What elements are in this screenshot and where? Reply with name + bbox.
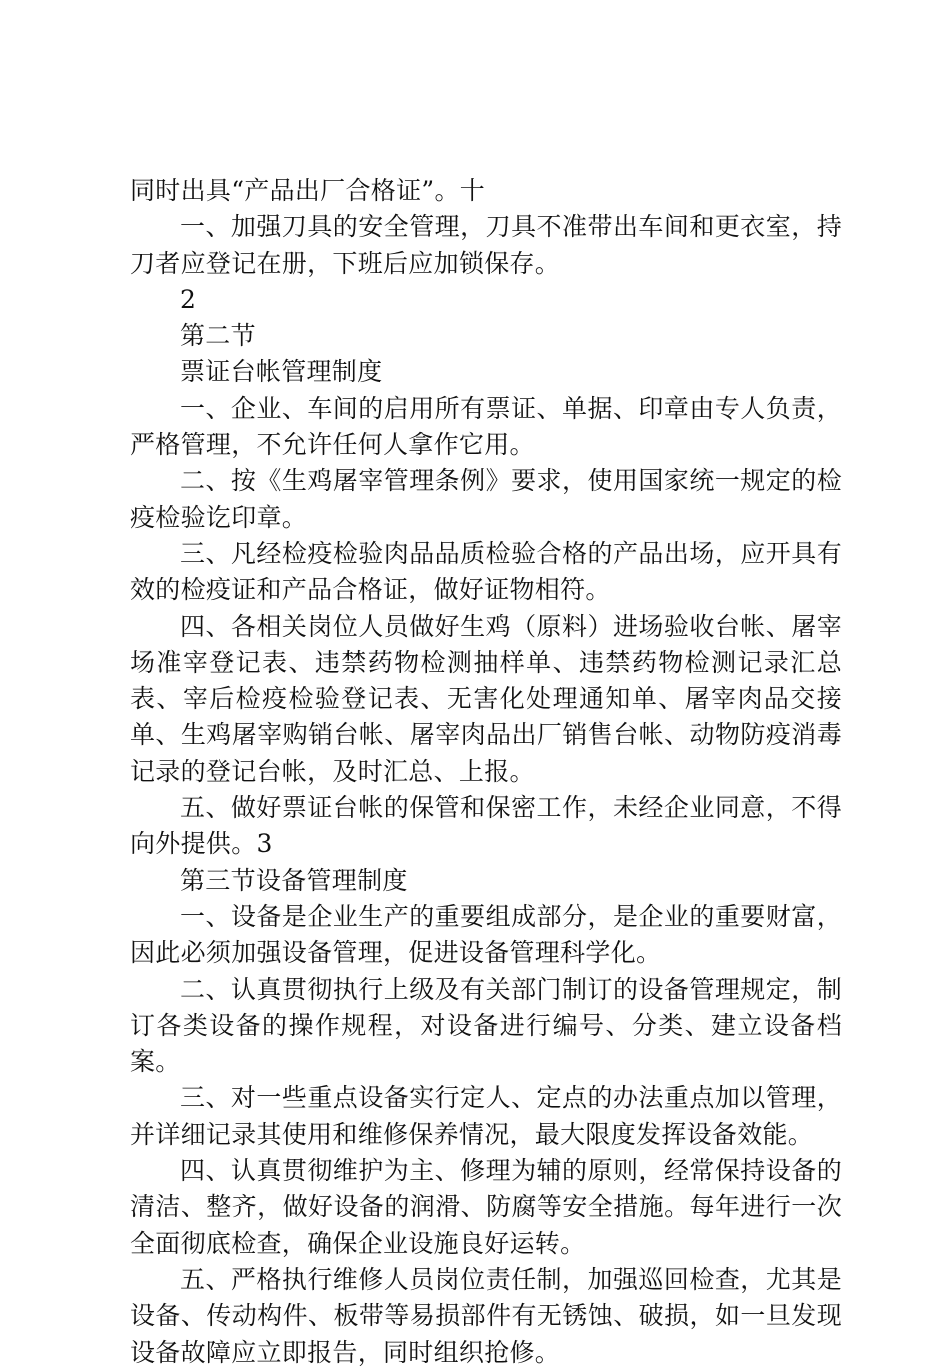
section-heading-equipment: 第三节设备管理制度	[180, 865, 408, 895]
paragraph-ticket-rule-3: 三、凡经检疫检验肉品品质检验合格的产品出场，应开具有效的检疫证和产品合格证，做好证物相符。	[130, 538, 842, 605]
paragraph-equipment-rule-4: 四、认真贯彻维护为主、修理为辅的原则，经常保持设备的清洁、整齐，做好设备的润滑、防腐等安全措施。每年进行一次全面彻底检查，确保企业设施良好运转。	[130, 1156, 842, 1258]
paragraph-equipment-rule-3: 三、对一些重点设备实行定人、定点的办法重点加以管理，并详细记录其使用和维修保养情况，最大限度发挥设备效能。	[130, 1083, 842, 1149]
page-number-marker: 2	[180, 284, 197, 314]
paragraph-ticket-rule-5: 五、做好票证台帐的保管和保密工作，未经企业同意，不得向外提供。3	[130, 793, 842, 859]
paragraph-certificate-note: 同时出具“产品出厂合格证”。十	[130, 176, 486, 205]
paragraph-equipment-rule-5: 五、严格执行维修人员岗位责任制，加强巡回检查，尤其是设备、传动构件、板带等易损部件有无锈蚀、破损，如一旦发现设备故障应立即报告，同时组织抢修。	[130, 1264, 842, 1367]
section-heading-2: 第二节	[180, 321, 256, 351]
paragraph-ticket-rule-4: 四、各相关岗位人员做好生鸡（原料）进场验收台帐、屠宰场准宰登记表、违禁药物检测抽样单、违禁药物检测记录汇总表、宰后检疫检验登记表、无害化处理通知单、屠宰肉品交接单、生鸡屠宰购销台帐、屠宰肉品出厂销售台帐、动物防疫消毒记录的登记台帐，及时汇总、上报。	[130, 611, 842, 786]
paragraph-ticket-rule-2: 二、按《生鸡屠宰管理条例》要求，使用国家统一规定的检疫检验讫印章。	[130, 466, 842, 532]
section-title-ticket-ledger: 票证台帐管理制度	[180, 357, 383, 387]
paragraph-equipment-rule-1: 一、设备是企业生产的重要组成部分，是企业的重要财富，因此必须加强设备管理，促进设备管理科学化。	[130, 901, 842, 968]
paragraph-ticket-rule-1: 一、企业、车间的启用所有票证、单据、印章由专人负责，严格管理，不允许任何人拿作它用。	[130, 393, 842, 460]
paragraph-equipment-rule-2: 二、认真贯彻执行上级及有关部门制订的设备管理规定，制订各类设备的操作规程，对设备进行编号、分类、建立设备档案。	[130, 974, 842, 1077]
paragraph-knife-management: 一、加强刀具的安全管理，刀具不准带出车间和更衣室，持刀者应登记在册，下班后应加锁保存。	[130, 212, 842, 278]
document-body	[130, 173, 842, 1371]
